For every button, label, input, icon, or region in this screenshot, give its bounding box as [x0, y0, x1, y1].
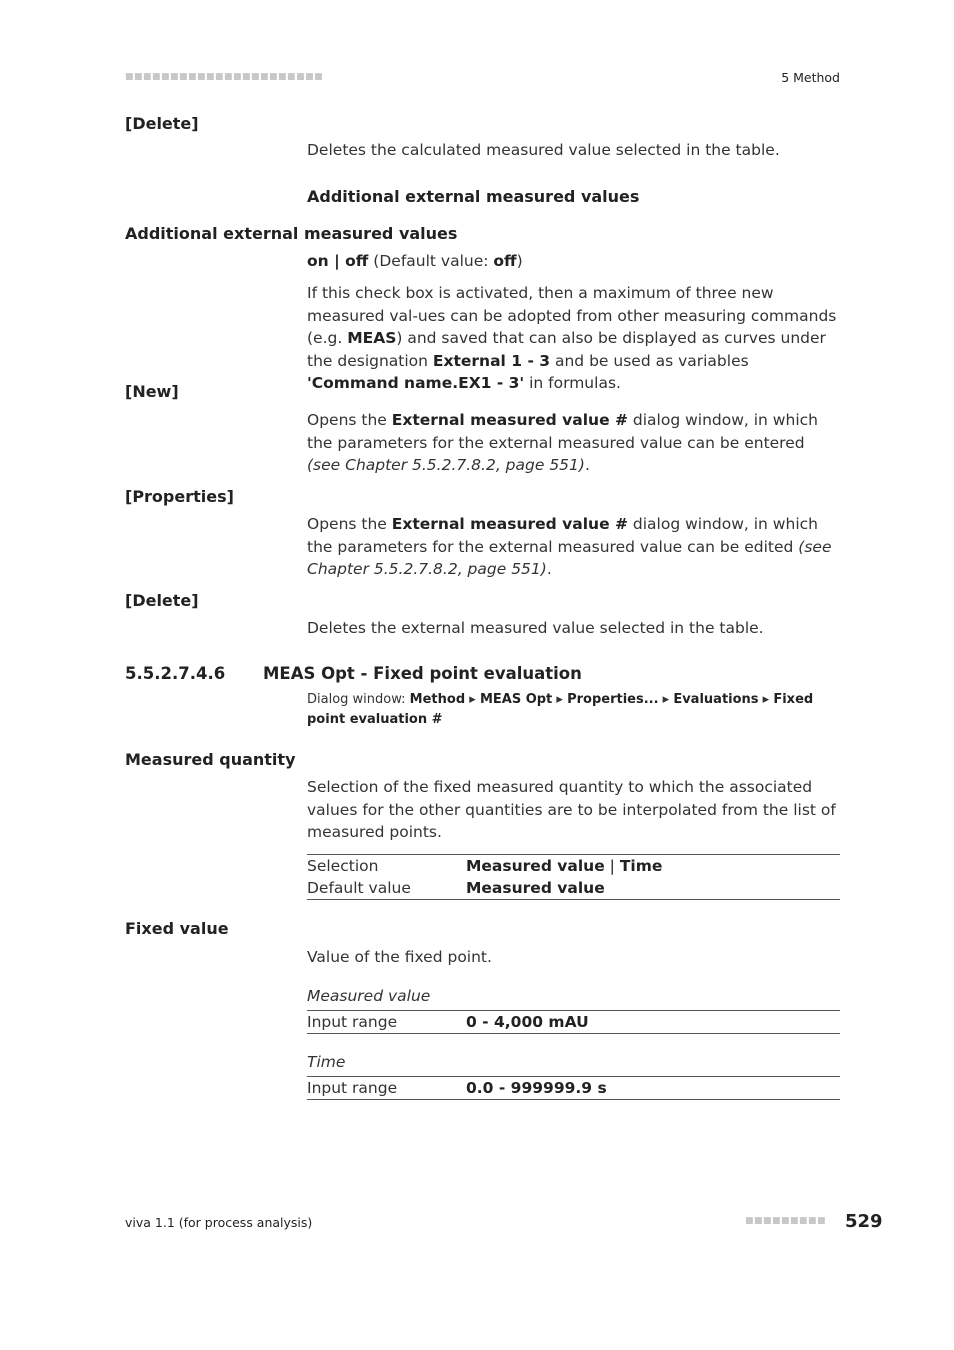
- dialog-label: Dialog window:: [307, 692, 410, 707]
- properties-dialog-name: External measured value #: [391, 515, 628, 533]
- dialog-path: [307, 690, 841, 730]
- table-row: [307, 1011, 840, 1033]
- delete-heading-1: [Delete]: [125, 114, 199, 133]
- additional-p2: ) and saved that can also be displayed as curves under the designation: [307, 329, 826, 370]
- meas-term: MEAS: [347, 329, 397, 347]
- variable-term: 'Command name.EX1 - 3': [307, 374, 525, 392]
- measured-quantity-heading: Measured quantity: [125, 750, 296, 769]
- new-heading: [New]: [125, 382, 179, 401]
- table-row: [307, 1077, 840, 1099]
- additional-subheading: Additional external measured values: [307, 187, 640, 206]
- path-meas-opt: MEAS Opt: [479, 692, 553, 707]
- measured-quantity-table: [307, 854, 840, 900]
- table-row: [307, 855, 840, 877]
- delete-text-1: Deletes the calculated measured value selected in the table.: [307, 141, 780, 159]
- path-method: Method: [409, 692, 466, 707]
- header-section: 5 Method: [781, 70, 840, 85]
- on-label: on: [307, 252, 329, 270]
- properties-t2: dialog window, in which the parameters for the external measured value can be edited: [307, 515, 818, 556]
- fixed-value-heading: Fixed value: [125, 919, 229, 938]
- input-range-label: Input range: [307, 1079, 398, 1097]
- additional-heading: Additional external measured values: [125, 224, 458, 243]
- input-range-value: 0 - 4,000 mAU: [466, 1013, 589, 1031]
- input-range-label: Input range: [307, 1013, 398, 1031]
- selection-label: Selection: [307, 857, 379, 875]
- additional-p1: If this check box is activated, then a maximum of three new measured val-ues can be adopted from other measuring commands (e.g.: [307, 284, 837, 347]
- path-properties: Properties...: [567, 692, 659, 707]
- new-dialog-name: External measured value #: [391, 411, 628, 429]
- new-t3: .: [584, 456, 590, 474]
- section-number: 5.5.2.7.4.6: [125, 664, 226, 683]
- path-arrow-1: ▸: [465, 692, 480, 707]
- additional-p3: and be used as variables: [550, 351, 749, 370]
- time-range-table: [307, 1076, 840, 1100]
- off-label: off: [345, 252, 369, 270]
- default-post: ): [516, 252, 523, 270]
- additional-default: [307, 250, 841, 273]
- default-value: off: [493, 252, 517, 270]
- properties-chapter-ref[interactable]: (see Chapter 5.5.2.7.8.2, page 551): [307, 537, 832, 578]
- measured-quantity-text: Selection of the fixed measured quantity to which the associated values for the other quantities are to be interpolated from the list of measured points.: [307, 778, 836, 841]
- selection-sep: |: [604, 857, 620, 875]
- header-dots: ■■■■■■■■■■■■■■■■■■■■■■: [125, 72, 324, 82]
- on-off-sep: |: [328, 252, 346, 270]
- properties-text: [307, 513, 841, 581]
- properties-t1: Opens the: [307, 515, 392, 533]
- time-caption: Time: [307, 1053, 346, 1071]
- selection-option-measured: Measured value: [466, 857, 605, 875]
- measured-value-caption: Measured value: [307, 987, 431, 1005]
- default-value-label: Default value: [307, 879, 411, 897]
- fixed-value-text: Value of the fixed point.: [307, 948, 492, 966]
- selection-option-time: Time: [619, 857, 663, 875]
- table-rule-bottom: [307, 899, 840, 900]
- new-chapter-ref[interactable]: (see Chapter 5.5.2.7.8.2, page 551): [307, 456, 585, 474]
- input-range-value: 0.0 - 999999.9 s: [466, 1079, 607, 1097]
- measured-value-range-table: [307, 1010, 840, 1034]
- path-evaluations: Evaluations: [673, 692, 759, 707]
- path-arrow-2: ▸: [552, 692, 568, 707]
- page-number: 529: [845, 1211, 883, 1232]
- properties-t3: .: [546, 560, 552, 578]
- default-pre: (Default value:: [368, 252, 494, 270]
- delete-text-2: Deletes the external measured value selected in the table.: [307, 619, 764, 637]
- path-arrow-4: ▸: [758, 692, 774, 707]
- additional-description: [307, 282, 841, 395]
- new-t1: Opens the: [307, 411, 392, 429]
- delete-heading-2: [Delete]: [125, 591, 199, 610]
- default-value-value: Measured value: [466, 879, 605, 897]
- table-rule-bottom: [307, 1033, 840, 1034]
- path-fixed-point: Fixed point evaluation #: [307, 692, 814, 727]
- table-row: [307, 877, 840, 899]
- new-text: [307, 409, 841, 477]
- new-t2: dialog window, in which the parameters for the external measured value can be entered: [307, 411, 818, 452]
- footer-product: viva 1.1 (for process analysis): [125, 1215, 313, 1230]
- footer-dots: ■■■■■■■■■: [745, 1216, 827, 1226]
- selection-values: [466, 855, 662, 877]
- table-rule-bottom: [307, 1099, 840, 1100]
- additional-p4: in formulas.: [524, 374, 621, 392]
- external-term: External 1 - 3: [432, 351, 551, 370]
- properties-heading: [Properties]: [125, 487, 234, 506]
- path-arrow-3: ▸: [658, 692, 674, 707]
- section-title: MEAS Opt - Fixed point evaluation: [263, 664, 582, 683]
